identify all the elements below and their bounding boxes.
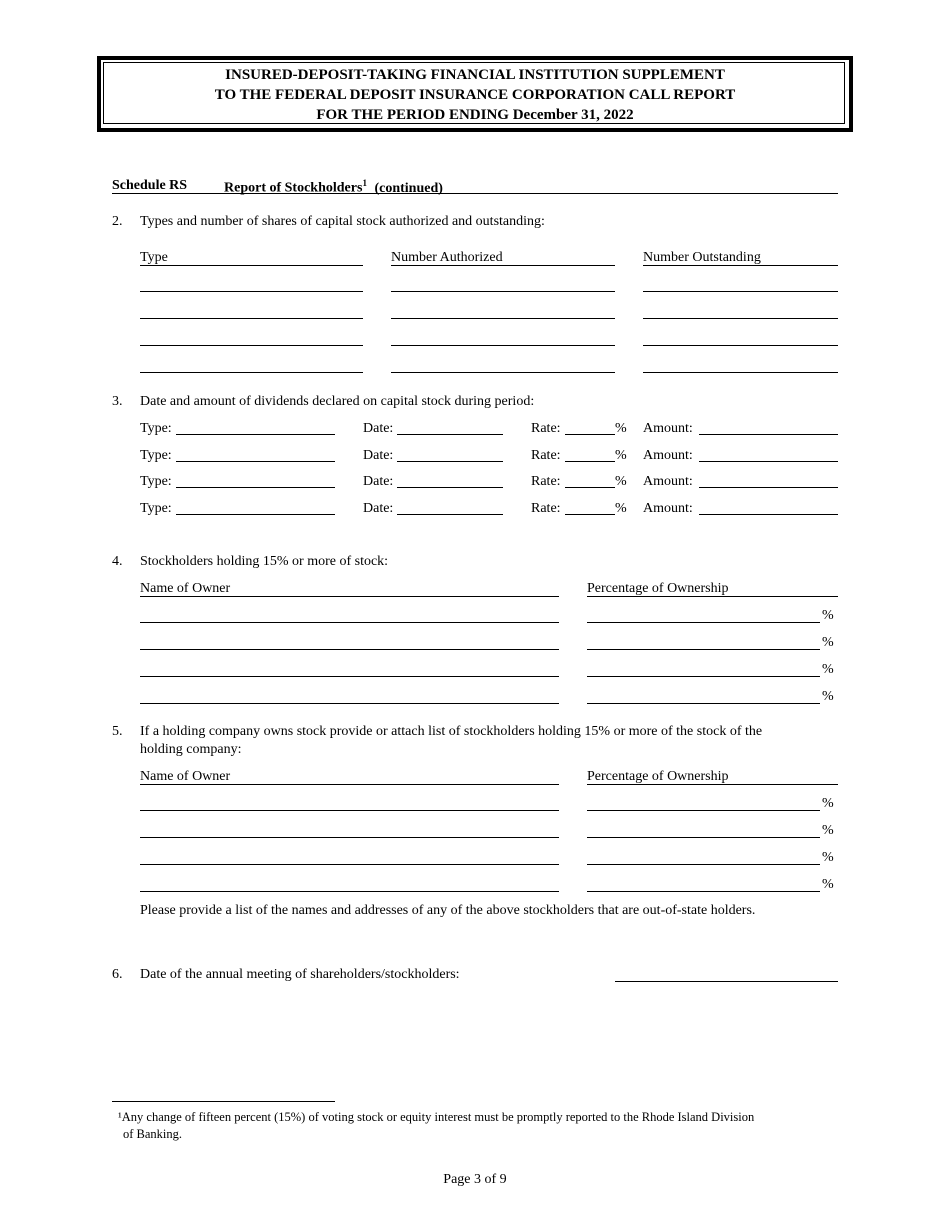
dividend-date-label: Date: <box>363 448 394 463</box>
holding-owner-name-field[interactable] <box>140 837 559 838</box>
outstanding-field[interactable] <box>643 291 838 292</box>
outstanding-field[interactable] <box>643 318 838 319</box>
dividend-rate-field[interactable] <box>565 487 615 488</box>
dividend-rate-field[interactable] <box>565 461 615 462</box>
holding-owner-name-field[interactable] <box>140 784 559 785</box>
outstanding-field[interactable] <box>643 345 838 346</box>
holding-ownership-pct-field[interactable] <box>587 891 820 892</box>
ownership-pct-field[interactable] <box>587 596 838 597</box>
dividend-date-field[interactable] <box>397 434 503 435</box>
dividend-type-field[interactable] <box>176 461 335 462</box>
item-5-number: 5. <box>112 724 123 739</box>
header-line-2: TO THE FEDERAL DEPOSIT INSURANCE CORPORATION CALL REPORT <box>214 87 736 103</box>
item-6-number: 6. <box>112 967 123 982</box>
document-header <box>103 65 847 125</box>
type-field[interactable] <box>140 291 363 292</box>
ownership-pct-field[interactable] <box>587 703 820 704</box>
holding-owner-name-header: Name of Owner <box>140 769 231 784</box>
authorized-field[interactable] <box>391 345 615 346</box>
item-2-number: 2. <box>112 214 123 229</box>
item-6-text: Date of the annual meeting of shareholders/stockholders: <box>140 967 460 982</box>
schedule-footnote-ref: 1 <box>362 178 367 188</box>
item-4-number: 4. <box>112 554 123 569</box>
owner-name-header: Name of Owner <box>140 581 231 596</box>
dividend-amount-field[interactable] <box>699 434 838 435</box>
item-5-text-line-1: If a holding company owns stock provide or attach list of stockholders holding 15% or more of the stock of the <box>140 724 763 739</box>
type-field[interactable] <box>140 345 363 346</box>
holding-ownership-pct-field[interactable] <box>587 784 838 785</box>
item-3-number: 3. <box>112 394 123 409</box>
authorized-field[interactable] <box>391 318 615 319</box>
dividend-type-label: Type: <box>140 474 172 489</box>
authorized-field[interactable] <box>391 372 615 373</box>
holding-ownership-pct-field[interactable] <box>587 810 820 811</box>
annual-meeting-date-field[interactable] <box>615 981 838 982</box>
owner-name-field[interactable] <box>140 596 559 597</box>
holding-ownership-pct-header: Percentage of Ownership <box>587 769 729 784</box>
dividend-amount-label: Amount: <box>643 501 693 516</box>
dividend-rate-label: Rate: <box>531 448 561 463</box>
outstanding-field[interactable] <box>643 265 838 266</box>
dividend-amount-field[interactable] <box>699 487 838 488</box>
dividend-type-label: Type: <box>140 501 172 516</box>
authorized-field[interactable] <box>391 291 615 292</box>
owner-name-field[interactable] <box>140 703 559 704</box>
type-field[interactable] <box>140 372 363 373</box>
dividend-date-field[interactable] <box>397 514 503 515</box>
dividend-type-field[interactable] <box>176 487 335 488</box>
dividend-amount-label: Amount: <box>643 448 693 463</box>
ownership-pct-field[interactable] <box>587 622 820 623</box>
owner-name-field[interactable] <box>140 622 559 623</box>
outstanding-field[interactable] <box>643 372 838 373</box>
col-authorized-header: Number Authorized <box>391 250 503 265</box>
ownership-percent-sign: % <box>822 608 834 623</box>
holding-ownership-pct-field[interactable] <box>587 864 820 865</box>
dividend-amount-field[interactable] <box>699 461 838 462</box>
page-number: Page 3 of 9 <box>443 1172 507 1187</box>
item-3-text: Date and amount of dividends declared on capital stock during period: <box>140 394 535 409</box>
footnote <box>118 1109 754 1143</box>
rate-percent-sign: % <box>615 448 627 463</box>
rate-percent-sign: % <box>615 474 627 489</box>
footnote-marker: ¹ <box>118 1110 122 1124</box>
dividend-date-label: Date: <box>363 421 394 436</box>
dividend-amount-label: Amount: <box>643 474 693 489</box>
rate-percent-sign: % <box>615 421 627 436</box>
dividend-rate-field[interactable] <box>565 514 615 515</box>
schedule-suffix: (continued) <box>374 180 443 196</box>
dividend-amount-field[interactable] <box>699 514 838 515</box>
dividend-rate-label: Rate: <box>531 421 561 436</box>
out-of-state-note: Please provide a list of the names and addresses of any of the above stockholders that are out-of-state holders. <box>140 903 756 918</box>
authorized-field[interactable] <box>391 265 615 266</box>
ownership-pct-field[interactable] <box>587 676 820 677</box>
header-line-3: FOR THE PERIOD ENDING December 31, 2022 <box>316 107 634 123</box>
ownership-percent-sign: % <box>822 689 834 704</box>
holding-percent-sign: % <box>822 823 834 838</box>
dividend-date-label: Date: <box>363 474 394 489</box>
dividend-type-field[interactable] <box>176 434 335 435</box>
dividend-amount-label: Amount: <box>643 421 693 436</box>
item-4-text: Stockholders holding 15% or more of stock: <box>140 554 389 569</box>
dividend-date-field[interactable] <box>397 487 503 488</box>
item-2-text: Types and number of shares of capital stock authorized and outstanding: <box>140 214 545 229</box>
rate-percent-sign: % <box>615 501 627 516</box>
ownership-pct-header: Percentage of Ownership <box>587 581 729 596</box>
ownership-pct-field[interactable] <box>587 649 820 650</box>
col-outstanding-header: Number Outstanding <box>643 250 761 265</box>
dividend-rate-label: Rate: <box>531 474 561 489</box>
col-type-header: Type <box>140 250 168 265</box>
type-field[interactable] <box>140 265 363 266</box>
footnote-separator <box>112 1101 335 1102</box>
holding-percent-sign: % <box>822 877 834 892</box>
ownership-percent-sign: % <box>822 662 834 677</box>
dividend-type-field[interactable] <box>176 514 335 515</box>
holding-percent-sign: % <box>822 850 834 865</box>
dividend-rate-field[interactable] <box>565 434 615 435</box>
owner-name-field[interactable] <box>140 676 559 677</box>
item-5-text-line-2: holding company: <box>140 742 242 757</box>
footnote-line-1: Any change of fifteen percent (15%) of voting stock or equity interest must be promptly reported to the Rhode Island Division <box>121 1110 755 1124</box>
schedule-title-text: Report of Stockholders <box>224 180 363 196</box>
type-field[interactable] <box>140 318 363 319</box>
holding-owner-name-field[interactable] <box>140 891 559 892</box>
holding-percent-sign: % <box>822 796 834 811</box>
holding-owner-name-field[interactable] <box>140 864 559 865</box>
dividend-type-label: Type: <box>140 421 172 436</box>
ownership-percent-sign: % <box>822 635 834 650</box>
holding-owner-name-field[interactable] <box>140 810 559 811</box>
header-line-1: INSURED-DEPOSIT-TAKING FINANCIAL INSTITUTION SUPPLEMENT <box>225 67 725 83</box>
owner-name-field[interactable] <box>140 649 559 650</box>
schedule-code: Schedule RS <box>112 178 188 193</box>
schedule-title-rule <box>112 193 838 194</box>
dividend-date-field[interactable] <box>397 461 503 462</box>
dividend-rate-label: Rate: <box>531 501 561 516</box>
footnote-line-2: of Banking. <box>123 1127 183 1141</box>
dividend-type-label: Type: <box>140 448 172 463</box>
dividend-date-label: Date: <box>363 501 394 516</box>
holding-ownership-pct-field[interactable] <box>587 837 820 838</box>
